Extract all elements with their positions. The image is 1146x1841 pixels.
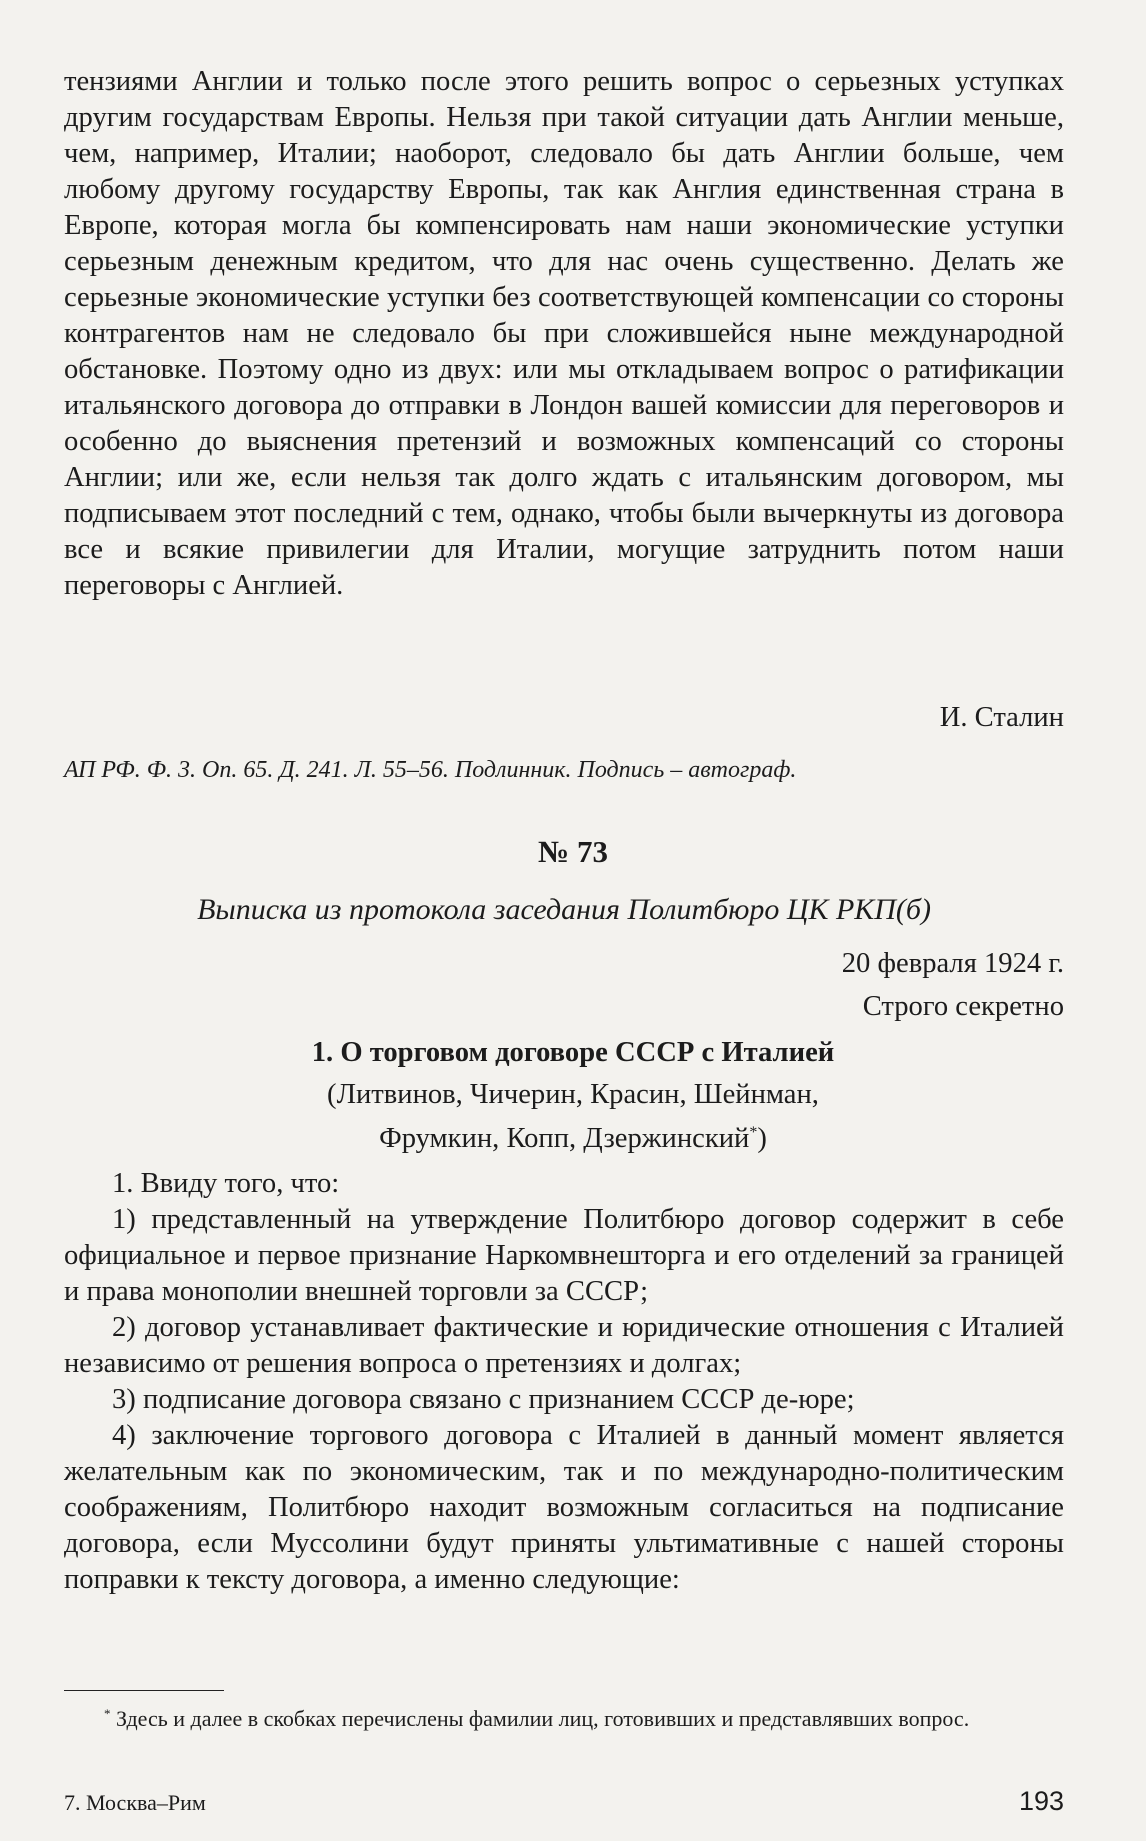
footnote xyxy=(64,1699,1064,1734)
footnote-text: Здесь и далее в скобках перечислены фамилии лиц, готовивших и представлявших вопрос. xyxy=(116,1706,970,1731)
document-title: Выписка из протокола заседания Политбюро ЦК РКП(б) xyxy=(197,893,931,926)
resolution-point-3: 3) подписание договора связано с признанием СССР де-юре; xyxy=(112,1384,855,1415)
participants-line-2 xyxy=(0,1114,1146,1158)
section-title: 1. О торговом договоре СССР с Италией xyxy=(311,1037,835,1068)
chapter-footer: 7. Москва–Рим xyxy=(64,1790,206,1815)
classification-label: Строго секретно xyxy=(862,991,1064,1022)
footnote-marker-symbol: * xyxy=(104,1706,111,1721)
resolution-point-1: 1) представленный на утверждение Политбюро договор содержит в себе официальное и первое признание Наркомвнешторга и его отделений за границей и права монополии внешней торговли за СССР; xyxy=(64,1204,1064,1307)
participants-list xyxy=(0,1076,1146,1158)
letter-continuation xyxy=(64,64,1064,604)
resolution-body xyxy=(64,1166,1064,1598)
footnote-divider xyxy=(64,1690,224,1691)
letter-paragraph: тензиями Англии и только после этого решить вопрос о серьезных уступках другим государствам Европы. Нельзя при такой ситуации дать Англии меньше, чем, например, Италии; наоборот, следовало бы дать Англии больше, чем любому другому государству Европы, так как Англия единственная страна в Европе, которая могла бы компенсировать нам наши экономические уступки серьезным денежным кредитом, что для нас очень существенно. Делать же серьезные экономические уступки без соответствующей компенсации со стороны контрагентов нам не следовало бы при сложившейся ныне международной обстановке. Поэтому одно из двух: или мы откладываем вопрос о ратификации итальянского договора до отправки в Лондон вашей комиссии для переговоров и особенно до выяснения претензий и возможных компенсаций со стороны Англии; или же, если нельзя так долго ждать с итальянским договором, мы подписываем этот последний с тем, однако, чтобы были вычеркнуты из договора все и всякие привилегии для Италии, могущие затруднить потом наши переговоры с Англией. xyxy=(64,66,1064,601)
document-date: 20 февраля 1924 г. xyxy=(841,948,1064,979)
footnote-marker: * xyxy=(749,1124,758,1141)
resolution-point-4: 4) заключение торгового договора с Италией в данный момент является желательным как по экономическим, так и по международно-политическим соображениям, Политбюро находит возможным согласиться на подписание договора, если Муссолини будут приняты ультимативные с нашей стороны поправки к тексту договора, а именно следующие: xyxy=(64,1420,1064,1595)
resolution-intro: 1. Ввиду того, что: xyxy=(112,1168,340,1199)
signature: И. Сталин xyxy=(939,702,1064,733)
page-number: 193 xyxy=(1018,1786,1064,1816)
archive-reference: АП РФ. Ф. 3. Оп. 65. Д. 241. Л. 55–56. Подлинник. Подпись – автограф. xyxy=(64,757,797,783)
participants-close: ) xyxy=(757,1123,767,1154)
resolution-point-2: 2) договор устанавливает фактические и юридические отношения с Италией независимо от решения вопроса о претензиях и долгах; xyxy=(64,1312,1064,1379)
document-number: № 73 xyxy=(538,834,608,869)
participants-line-1: (Литвинов, Чичерин, Красин, Шейнман, xyxy=(327,1079,819,1110)
participants-names: Фрумкин, Копп, Дзержинский xyxy=(379,1123,750,1154)
